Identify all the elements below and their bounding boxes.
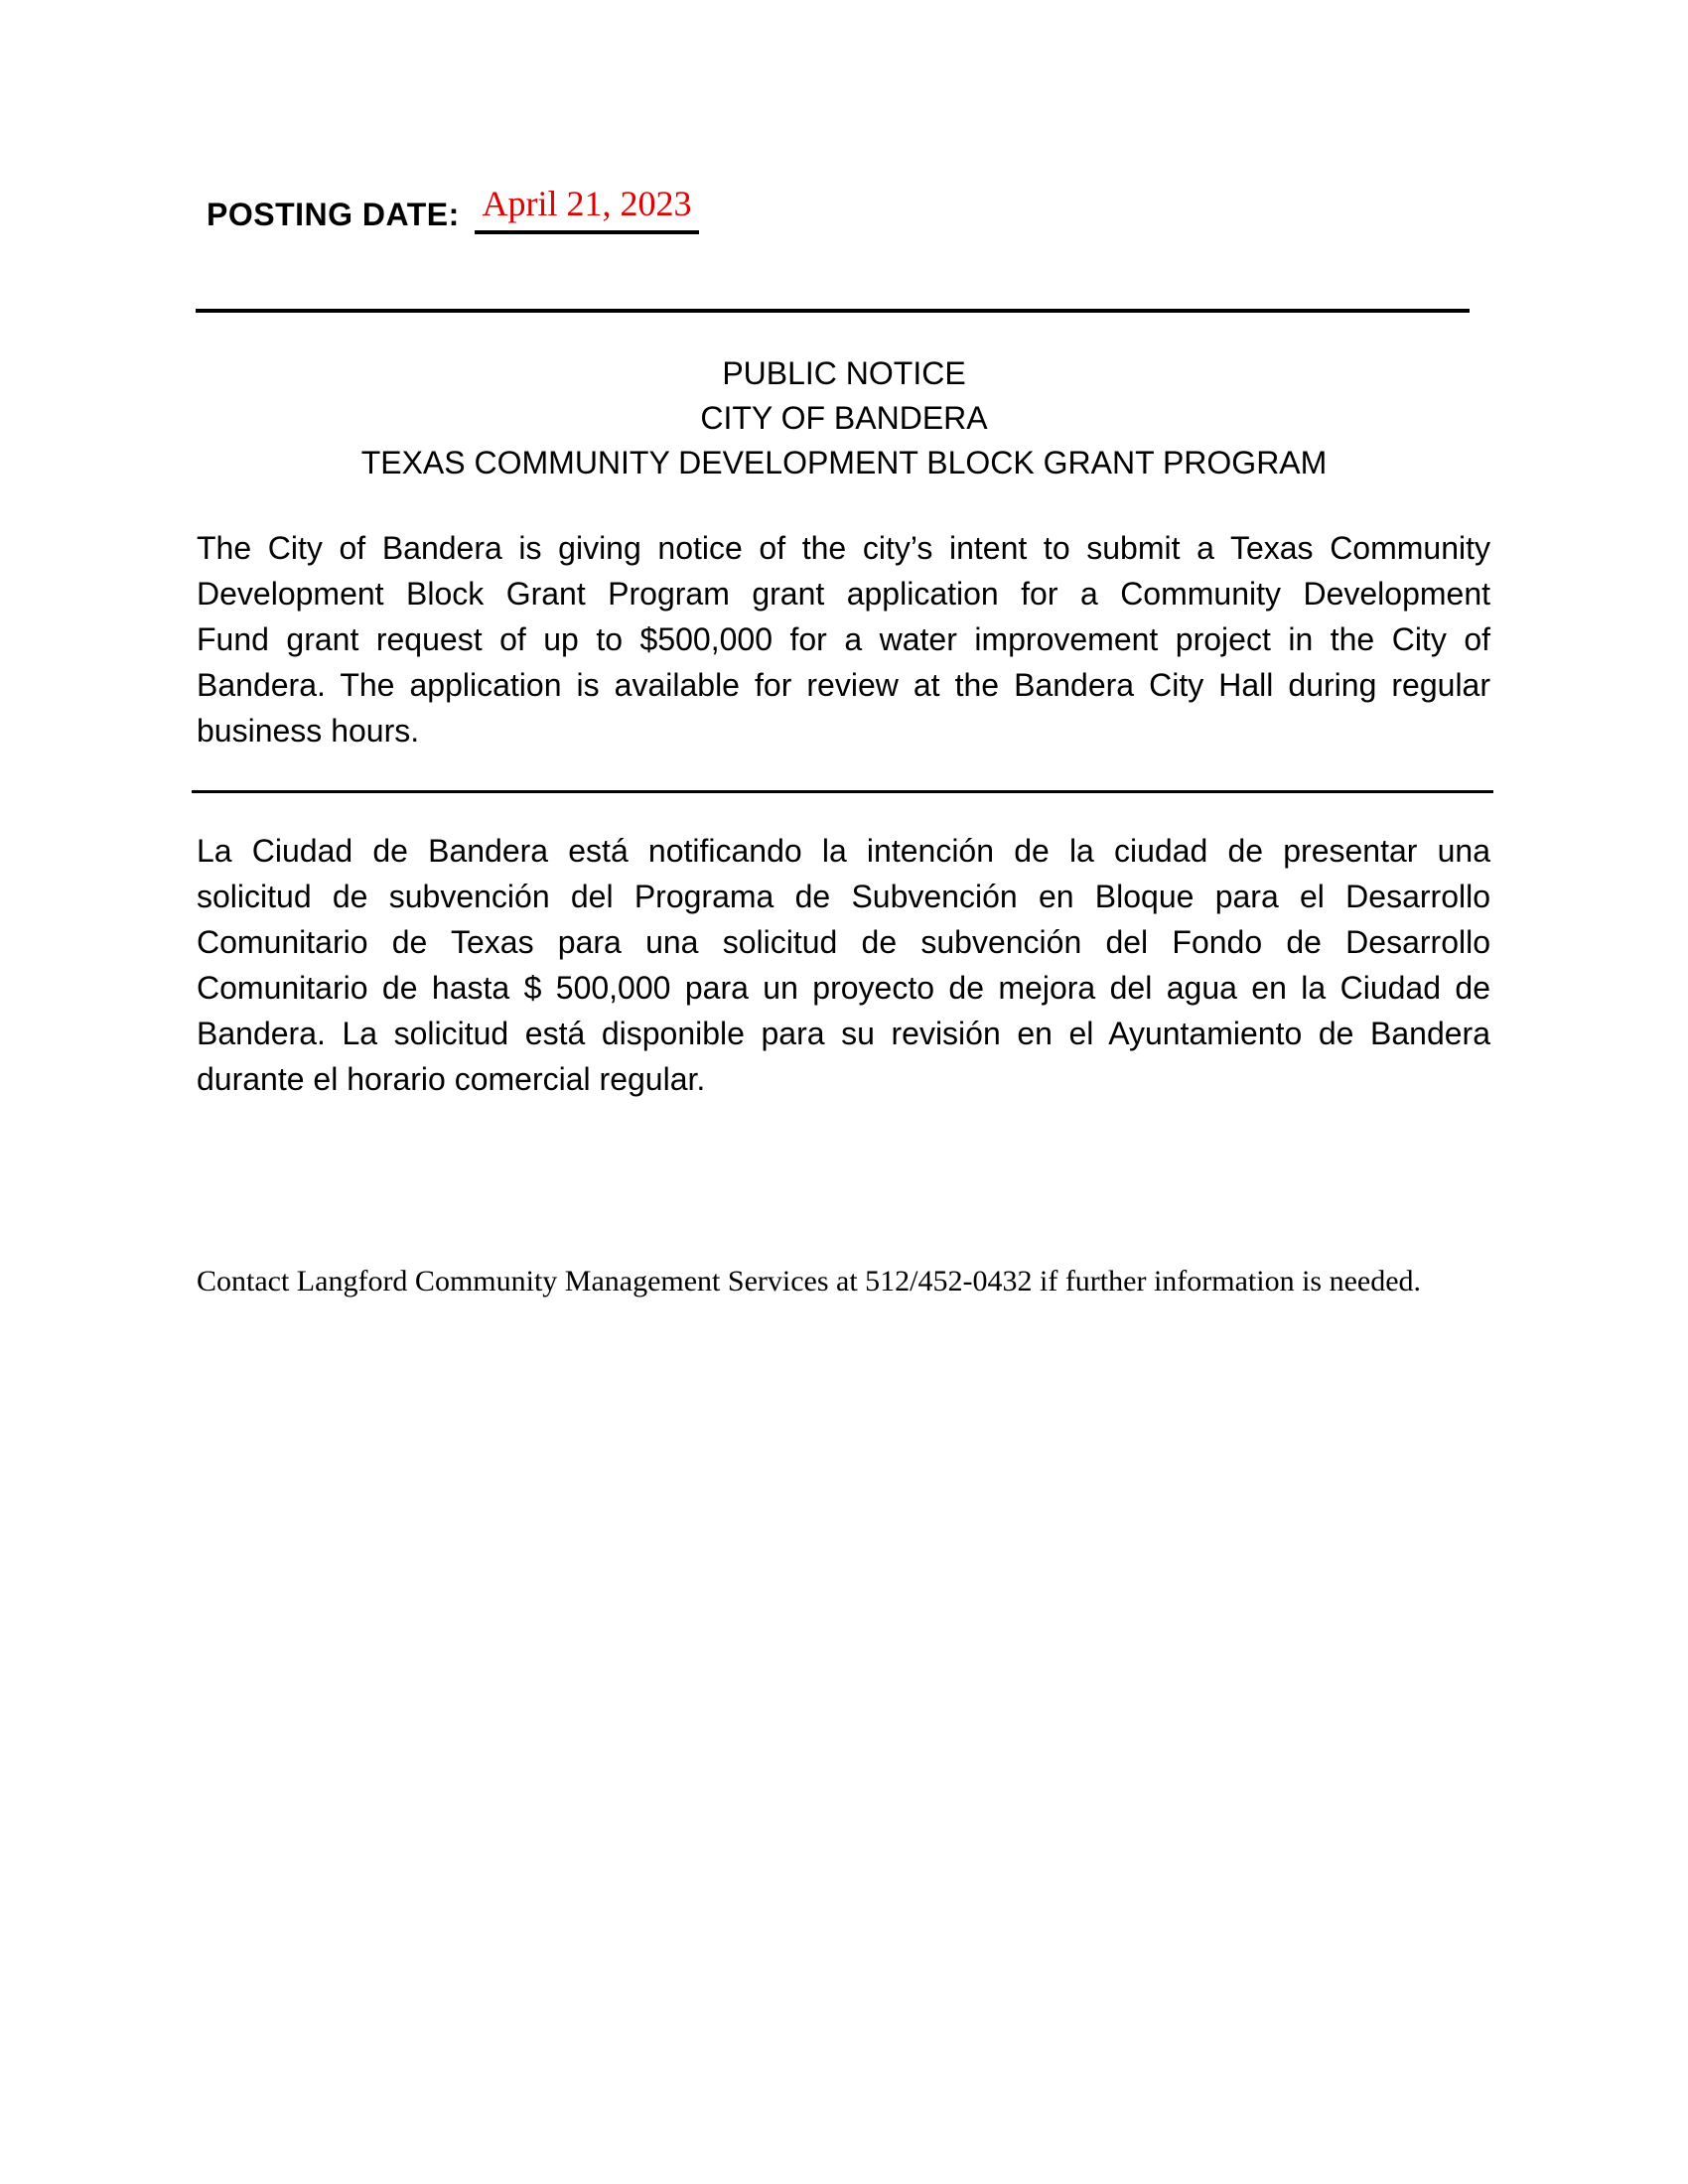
- posting-date-label: POSTING DATE:: [207, 197, 460, 232]
- english-paragraph-line: Fund grant request of up to $500,000 for a water improvement project in the City of: [197, 621, 1490, 657]
- posting-date-underline: [475, 185, 699, 234]
- spanish-paragraph-line: durante el horario comercial regular.: [197, 1061, 706, 1097]
- english-paragraph-line: Development Block Grant Program grant application for a Community Development: [197, 576, 1490, 612]
- posting-date-value: April 21, 2023: [482, 184, 692, 223]
- spanish-paragraph-line: La Ciudad de Bandera está notificando la intención de la ciudad de presentar una: [197, 833, 1490, 869]
- middle-divider-rule: [192, 790, 1493, 793]
- contact-info-line: Contact Langford Community Management Services at 512/452-0432 if further information is needed.: [197, 1265, 1422, 1297]
- english-paragraph-line: The City of Bandera is giving notice of the city’s intent to submit a Texas Community: [197, 530, 1490, 566]
- english-paragraph-line: business hours.: [197, 713, 420, 749]
- notice-title-line-3: TEXAS COMMUNITY DEVELOPMENT BLOCK GRANT PROGRAM: [360, 445, 1328, 480]
- spanish-paragraph-line: Bandera. La solicitud está disponible para su revisión en el Ayuntamiento de Bandera: [197, 1016, 1490, 1051]
- spanish-paragraph-line: solicitud de subvención del Programa de Subvención en Bloque para el Desarrollo: [197, 879, 1490, 914]
- notice-title-line-2: CITY OF BANDERA: [700, 400, 988, 436]
- spanish-notice-paragraph: [197, 828, 1490, 1102]
- spanish-paragraph-line: Comunitario de hasta $ 500,000 para un proyecto de mejora del agua en la Ciudad de: [197, 970, 1490, 1006]
- top-divider-rule: [196, 309, 1470, 313]
- english-paragraph-line: Bandera. The application is available for review at the Bandera City Hall during regular: [197, 667, 1490, 703]
- spanish-paragraph-line: Comunitario de Texas para una solicitud de subvención del Fondo de Desarrollo: [197, 924, 1490, 960]
- notice-title-line-1: PUBLIC NOTICE: [722, 355, 966, 391]
- english-notice-paragraph: [197, 525, 1490, 753]
- notice-title-block: [197, 351, 1491, 485]
